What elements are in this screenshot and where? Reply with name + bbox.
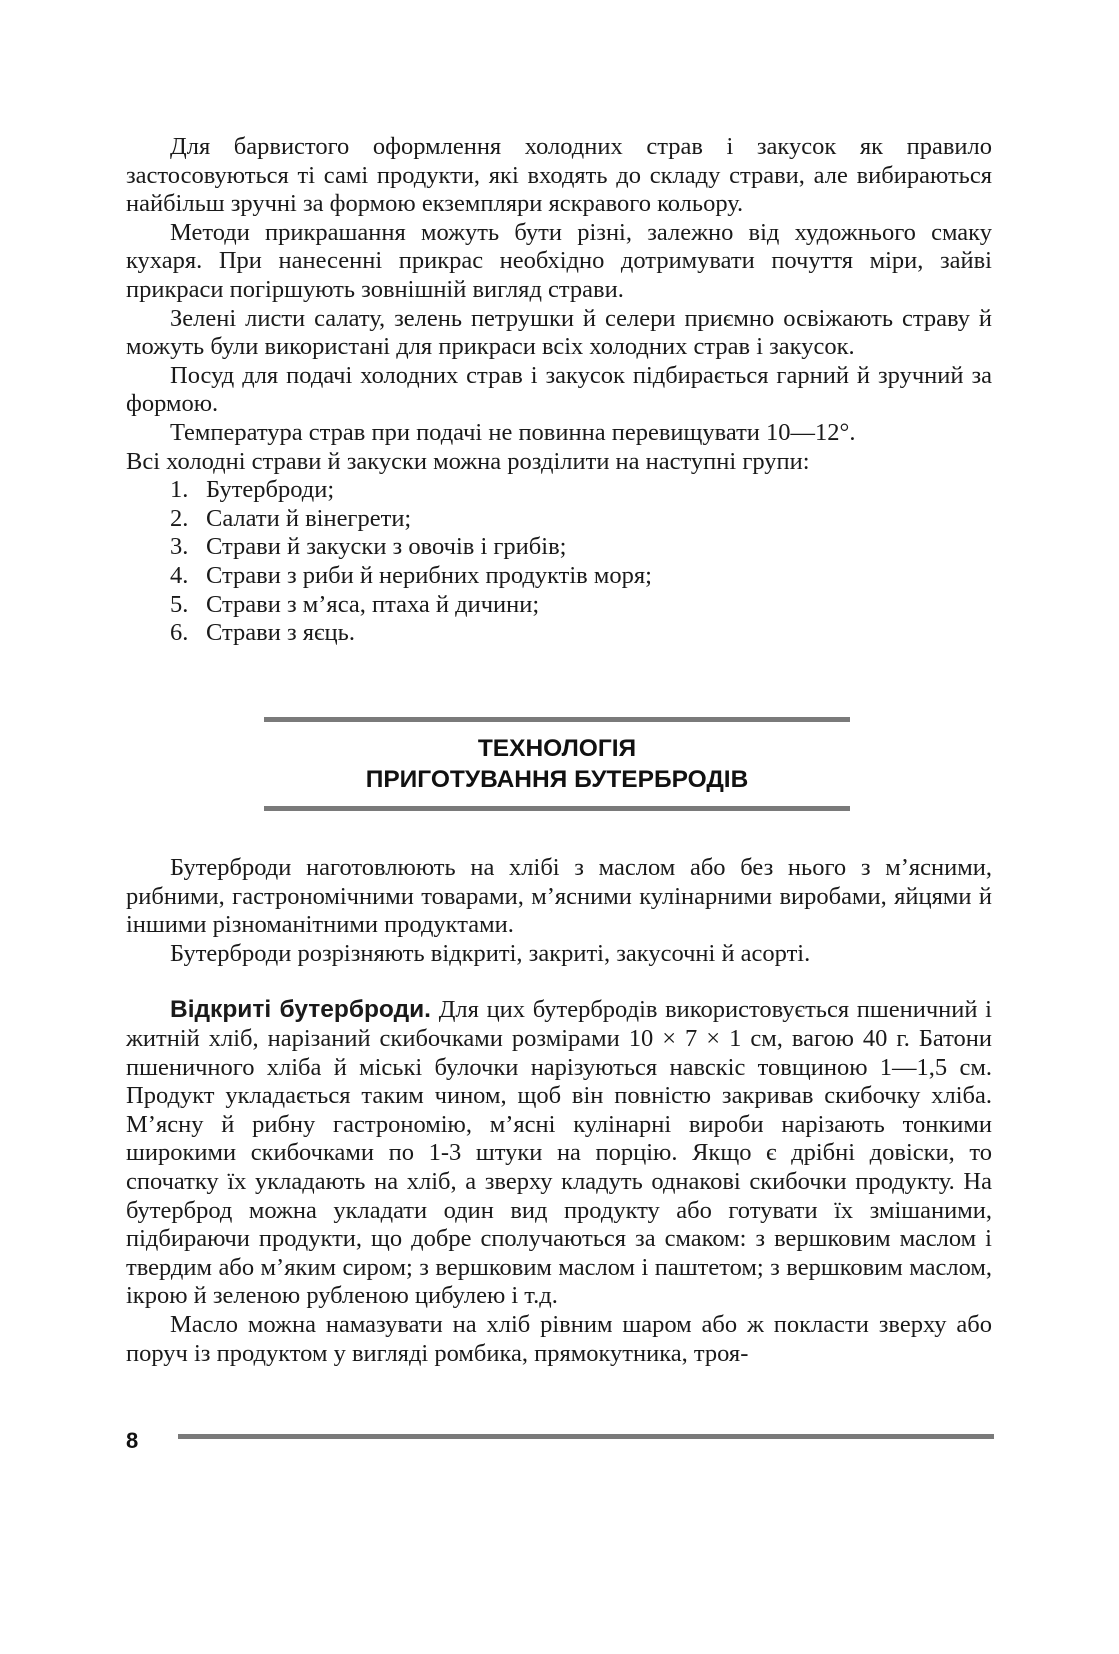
list-number: 3. — [170, 533, 189, 561]
list-number: 2. — [170, 504, 189, 532]
run-in-heading: Відкриті бутерброди. — [170, 996, 431, 1024]
list-text: Салати й вінегрети; — [206, 504, 412, 532]
section-heading — [264, 733, 850, 795]
heading-top-rule — [264, 717, 850, 722]
list-text: Страви з риби й нерибних продуктів моря; — [206, 561, 652, 589]
paragraph: Температура страв при подачі не повинна перевищувати 10—12°. — [170, 418, 856, 446]
page-number: 8 — [126, 1428, 139, 1453]
paragraph-text: Для цих бутербродів використовується пшеничний і житній хліб, нарізаний скибочками розмірами 10 × 7 × 1 см, вагою 40 г. Батони пшеничного хліба й міські булочки нарізуються навскіс товщиною 1—1,5 см. Продукт укладається таким чином, щоб він повністю закривав скибочку хліба. М’ясну й рибну гастрономію, м’ясні кулінарні вироби нарізають тонкими широкими скибочками по 1-3 штуки на порцію. Якщо є дрібні довіски, то спочатку їх укладають на хліб, а зверху кладуть однакові скибочки продукту. На бутерброд можна укладати один вид продукту або готувати їх змішаними, підбираючи продукти, що добре сполучаються за смаком: з вершковим маслом і твердим або м’яким сиром; з вершковим маслом і паштетом; з вершковим маслом, ікрою й зеленою рубленою цибулею і т.д. — [126, 996, 992, 1310]
list-item — [126, 505, 992, 534]
section-title-line1: ТЕХНОЛОГІЯ — [477, 735, 637, 762]
list-text: Страви й закуски з овочів і грибів; — [206, 533, 567, 561]
groups-list — [126, 476, 992, 648]
list-text: Бутерброди; — [206, 476, 335, 504]
list-number: 4. — [170, 561, 189, 589]
list-number: 1. — [170, 476, 189, 504]
footer-rule — [178, 1434, 994, 1439]
list-item — [126, 533, 992, 562]
paragraph: Масло можна намазувати на хліб рівним шаром або ж покласти зверху або поруч із продуктом у вигляді ромбика, прямокутника, троя- — [126, 1310, 992, 1367]
list-item — [126, 619, 992, 648]
list-number: 5. — [170, 590, 189, 618]
paragraph: Посуд для подачі холодних страв і закусок підбирається гарний й зручний за формою. — [126, 361, 992, 418]
paragraph: Бутерброди розрізняють відкриті, закриті, закусочні й асорті. — [170, 939, 811, 967]
open-sandwiches-paragraph — [126, 996, 992, 1311]
list-item — [126, 591, 992, 620]
paragraph: Бутерброди наготовлюють на хлібі з маслом або без нього з м’ясними, рибними, гастрономічними товарами, м’ясними кулінарними виробами, яйцями й іншими різноманітними продуктами. — [126, 854, 992, 939]
body-section — [126, 854, 992, 1368]
list-text: Страви з м’яса, птаха й дичини; — [206, 590, 540, 618]
paragraph: Для барвистого оформлення холодних страв і закусок як правило застосовуються ті самі продукти, які входять до складу страви, але вибираються найбільш зручні за формою екземпляри яскравого кольору. — [126, 133, 992, 218]
paragraph: Зелені листи салату, зелень петрушки й селери приємно освіжають страву й можуть були використані для прикраси всіх холодних страв і закусок. — [126, 304, 992, 361]
paragraph: Методи прикрашання можуть бути різні, залежно від художнього смаку кухаря. При нанесенні прикрас необхідно дотримувати почуття міри, зайві прикраси погіршують зовнішній вигляд страви. — [126, 218, 992, 303]
list-item — [126, 562, 992, 591]
heading-bottom-rule — [264, 806, 850, 811]
list-number: 6. — [170, 619, 189, 647]
list-item — [126, 476, 992, 505]
intro-section — [126, 133, 992, 648]
groups-intro: Всі холодні страви й закуски можна розділити на наступні групи: — [126, 447, 810, 475]
list-text: Страви з яєць. — [206, 619, 355, 647]
section-title-line2: ПРИГОТУВАННЯ БУТЕРБРОДІВ — [365, 766, 749, 793]
